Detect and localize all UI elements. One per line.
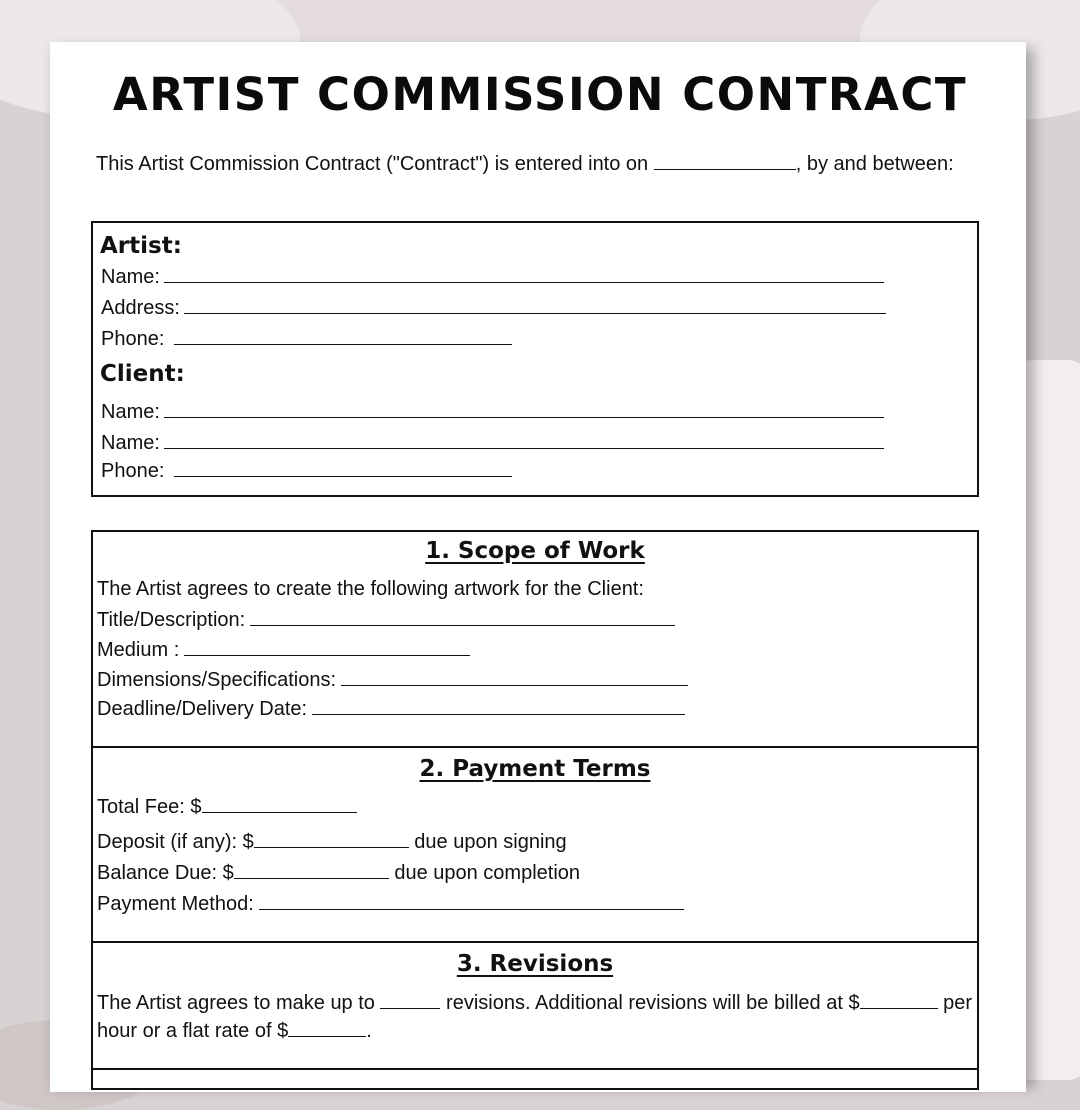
revisions-text-2: revisions. Additional revisions will be billed at $ bbox=[446, 992, 860, 1014]
payment-method-row bbox=[97, 891, 684, 917]
artist-address-row bbox=[101, 295, 886, 321]
client-name-label: Name: bbox=[101, 401, 160, 423]
scope-section bbox=[93, 532, 977, 746]
payment-balance-row bbox=[97, 860, 580, 886]
artist-name-row bbox=[101, 264, 884, 290]
payment-deposit-row bbox=[97, 829, 567, 855]
intro-text-end: , by and between: bbox=[795, 153, 954, 175]
scope-heading: 1. Scope of Work bbox=[425, 538, 645, 564]
scope-intro: The Artist agrees to create the following artwork for the Client: bbox=[97, 578, 644, 600]
client-phone-row bbox=[101, 458, 512, 484]
document-title: ARTIST COMMISSION CONTRACT bbox=[112, 68, 968, 121]
payment-deposit-field[interactable] bbox=[254, 829, 409, 848]
client-name2-field[interactable] bbox=[164, 430, 884, 449]
revisions-section bbox=[93, 941, 977, 1068]
scope-dimensions-label: Dimensions/Specifications: bbox=[97, 669, 336, 691]
revisions-hourly-field[interactable] bbox=[860, 990, 938, 1009]
payment-total-row bbox=[97, 794, 357, 820]
payment-section bbox=[93, 746, 977, 941]
payment-balance-suffix: due upon completion bbox=[394, 862, 581, 884]
payment-balance-field[interactable] bbox=[234, 860, 389, 879]
payment-deposit-label: Deposit (if any): $ bbox=[97, 831, 254, 853]
payment-method-label: Payment Method: bbox=[97, 893, 254, 915]
client-name2-row bbox=[101, 430, 884, 456]
intro-text: This Artist Commission Contract ("Contract") is entered into on bbox=[96, 153, 649, 175]
payment-balance-label: Balance Due: $ bbox=[97, 862, 234, 884]
artist-phone-label: Phone: bbox=[101, 328, 165, 350]
client-name-field[interactable] bbox=[164, 399, 884, 418]
next-section bbox=[93, 1068, 977, 1092]
client-name2-label: Name: bbox=[101, 432, 160, 454]
revisions-text: The Artist agrees to make up to bbox=[97, 992, 375, 1014]
scope-deadline-field[interactable] bbox=[312, 696, 685, 715]
revisions-count-field[interactable] bbox=[380, 990, 440, 1009]
revisions-text-3: per hour or a flat rate of $ bbox=[97, 992, 973, 1042]
date-blank[interactable] bbox=[654, 151, 796, 170]
intro-paragraph bbox=[96, 150, 956, 178]
revisions-flat-field[interactable] bbox=[288, 1018, 366, 1037]
artist-heading: Artist: bbox=[100, 233, 182, 259]
scope-title-row bbox=[97, 607, 675, 633]
terms-box bbox=[91, 530, 979, 1090]
scope-dimensions-row bbox=[97, 667, 688, 693]
scope-medium-label: Medium : bbox=[97, 639, 180, 661]
scope-deadline-row bbox=[97, 696, 685, 722]
artist-name-label: Name: bbox=[101, 266, 160, 288]
client-phone-label: Phone: bbox=[101, 460, 165, 482]
scope-title-label: Title/Description: bbox=[97, 609, 246, 631]
scope-medium-field[interactable] bbox=[184, 637, 470, 656]
artist-name-field[interactable] bbox=[164, 264, 884, 283]
revisions-paragraph bbox=[97, 989, 973, 1045]
scope-medium-row bbox=[97, 637, 470, 663]
scope-deadline-label: Deadline/Delivery Date: bbox=[97, 698, 308, 720]
payment-heading: 2. Payment Terms bbox=[419, 756, 651, 782]
parties-box bbox=[91, 221, 979, 497]
client-phone-field[interactable] bbox=[174, 458, 512, 477]
client-heading: Client: bbox=[100, 361, 185, 387]
scope-title-field[interactable] bbox=[250, 607, 675, 626]
artist-phone-row bbox=[101, 326, 512, 352]
client-name-row bbox=[101, 399, 884, 425]
scope-dimensions-field[interactable] bbox=[341, 667, 688, 686]
revisions-text-end: . bbox=[366, 1020, 372, 1042]
payment-total-field[interactable] bbox=[202, 794, 357, 813]
artist-address-label: Address: bbox=[101, 297, 180, 319]
payment-method-field[interactable] bbox=[259, 891, 684, 910]
revisions-heading: 3. Revisions bbox=[456, 951, 614, 977]
payment-deposit-suffix: due upon signing bbox=[414, 831, 567, 853]
payment-total-label: Total Fee: $ bbox=[97, 796, 202, 818]
artist-phone-field[interactable] bbox=[174, 326, 512, 345]
artist-address-field[interactable] bbox=[184, 295, 886, 314]
